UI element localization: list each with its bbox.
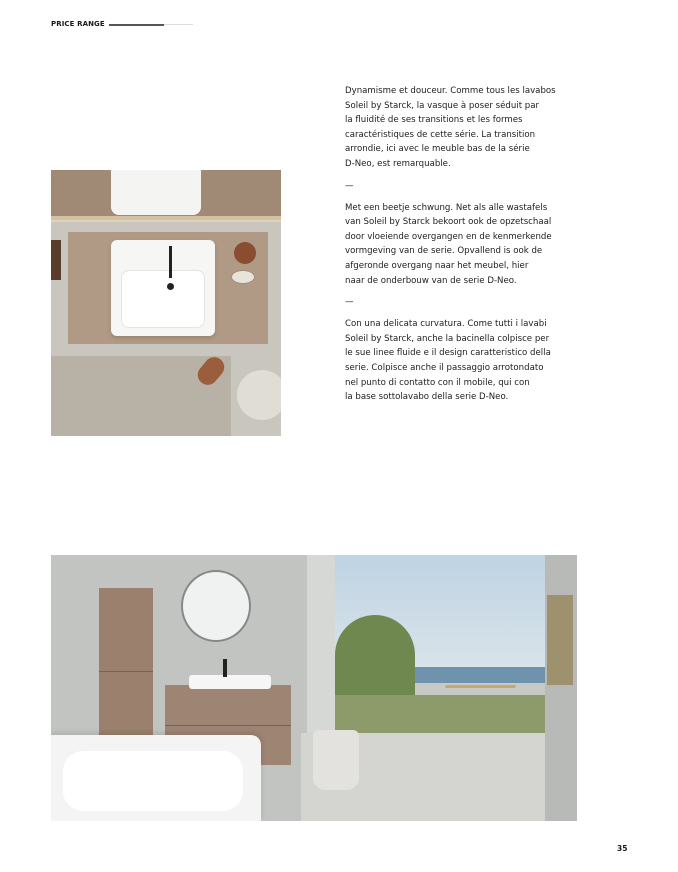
text-line: caractéristiques de cette série. La transition [345, 129, 536, 140]
text-line: serie. Colpisce anche il passaggio arrotondato [345, 362, 544, 373]
text-line: Dynamisme et douceur. Comme tous les lavabos [345, 86, 556, 96]
separator: — [345, 297, 354, 308]
body-text [345, 84, 585, 405]
text-line: van Soleil by Starck bekoort ook de opzetschaal [345, 217, 552, 228]
text-line: Met een beetje schwung. Net als alle wastafels [345, 202, 548, 213]
separator: — [345, 180, 354, 191]
page-number: 35 [617, 844, 628, 853]
paragraph-fr [345, 84, 585, 172]
text-line: D-Neo, est remarquable. [345, 158, 451, 169]
text-line: Soleil by Starck, anche la bacinella colpisce per [345, 333, 550, 344]
text-line: nel punto di contatto con il mobile, qui con [345, 377, 530, 388]
paragraph-nl [345, 201, 585, 289]
text-line: Con una delicata curvatura. Come tutti i lavabi [345, 319, 547, 330]
text-line: Soleil by Starck, la vasque à poser séduit par [345, 100, 540, 111]
text-line: naar de onderbouw van de serie D-Neo. [345, 275, 517, 286]
text-line: le sue linee fluide e il design caratteristico della [345, 348, 551, 359]
section-progress-line [109, 24, 193, 25]
text-line: la base sottolavabo della serie D-Neo. [345, 392, 509, 403]
paragraph-it [345, 317, 585, 405]
photo-bathroom-sea-view [51, 555, 577, 821]
section-title: PRICE RANGE [51, 20, 105, 28]
text-line: door vloeiende overgangen en de kenmerkende [345, 231, 552, 242]
text-line: la fluidité de ses transitions et les formes [345, 115, 523, 126]
text-line: vormgeving van de serie. Opvallend is ook de [345, 246, 543, 257]
text-line: arrondie, ici avec le meuble bas de la série [345, 144, 530, 155]
text-line: afgeronde overgang naar het meubel, hier [345, 260, 529, 271]
photo-washbasin-top-view [51, 170, 281, 436]
